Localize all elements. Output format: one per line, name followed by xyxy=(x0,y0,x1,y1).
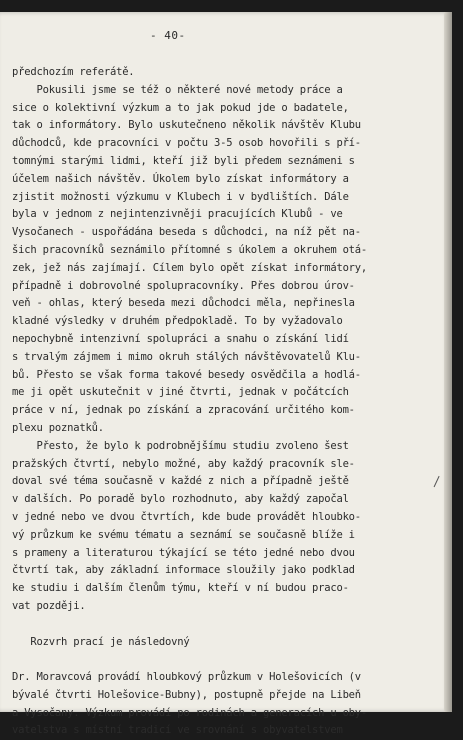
section-heading: Rozvrh prací je následovný xyxy=(12,635,190,648)
page-edge xyxy=(444,12,452,712)
text-line: zjistit možnosti výzkumu v Klubech i v bydlištích. Dále xyxy=(12,190,349,203)
text-line: případně i dobrovolné spolupracovníky. Přes dobrou úrov- xyxy=(12,279,355,292)
text-line: veň - ohlas, který beseda mezi důchodci měla, nepřinesla xyxy=(12,297,355,310)
text-line: nepochybně intenzivní spolupráci a snahu o získání lidí xyxy=(12,332,349,345)
text-line: bývalé čtvrti Holešovice-Bubny), postupně přejde na Libeň xyxy=(12,688,361,701)
text-line: Přesto, že bylo k podrobnějšímu studiu zvoleno šest xyxy=(12,439,349,452)
text-line: Dr. Moravcová provádí hloubkový průzkum v Holešovicích (v xyxy=(12,671,361,684)
text-line: vatelstva s místní tradicí ve srovnání s obyvatelstvem xyxy=(12,724,343,737)
text-line: účelem našich návštěv. Úkolem bylo získat informátory a xyxy=(12,172,349,185)
text-line: vat později. xyxy=(12,599,86,612)
paragraph-collective-research xyxy=(12,82,374,438)
text-line: sice o kolektivní výzkum a to jak pokud jde o badatele, xyxy=(12,101,349,114)
blank-line xyxy=(12,616,374,634)
text-line: ke studiu i dalším členům týmu, kteří v ní budou praco- xyxy=(12,582,349,595)
text-line: byla v jednom z nejintenzivněji pracujících Klubů - ve xyxy=(12,208,343,221)
text-line: práce v ní, jednak po získání a zpracování určitého kom- xyxy=(12,404,355,417)
paragraph-schedule xyxy=(12,669,374,740)
text-line: vý průzkum ke svému tématu a seznámí se současně blíže i xyxy=(12,528,355,541)
text-line: tomnými starými lidmi, kteří již byli předem seznámeni s xyxy=(12,154,355,167)
text-line: pražských čtvrtí, nebylo možné, aby každý pracovník sle- xyxy=(12,457,355,470)
text-line: s trvalým zájmem i mimo okruh stálých návštěvovatelů Klu- xyxy=(12,350,361,363)
text-line: šich pracovníků seznámilo přítomné s úkolem a okruhem otá- xyxy=(12,243,368,256)
text-line: doval své téma současně v každé z nich a případně ještě xyxy=(12,475,349,488)
text-line: plexu poznatků. xyxy=(12,421,104,434)
text-line: Vysočanech - uspořádána beseda s důchodci, na níž pět na- xyxy=(12,226,361,239)
text-line: me ji opět uskutečnit v jiné čtvrti, jednak v počátcích xyxy=(12,386,349,399)
text-line: Pokusili jsme se též o některé nové metody práce a xyxy=(12,83,343,96)
page-number: - 40- xyxy=(150,29,186,42)
text-line: předchozím referátě. xyxy=(12,66,135,78)
text-line: a Vysočany. Výzkum provádí po rodinách a generacích u oby- xyxy=(12,706,368,719)
text-line: v jedné nebo ve dvou čtvrtích, kde bude provádět hloubko- xyxy=(12,510,361,523)
text-line: důchodců, kde pracovníci v počtu 3-5 osob hovořili s pří- xyxy=(12,137,361,150)
paragraph-intro xyxy=(12,64,374,82)
text-line: tak o informátory. Bylo uskutečneno několik návštěv Klubu xyxy=(12,119,361,132)
text-line: s prameny a literaturou týkající se této jedné nebo dvou xyxy=(12,546,355,559)
text-line: v dalších. Po poradě bylo rozhodnuto, aby každý započal xyxy=(12,493,349,506)
blank-line xyxy=(12,651,374,669)
text-line: zek, jež nás zajímají. Cílem bylo opět získat informátory, xyxy=(12,261,368,274)
text-line: čtvrtí tak, aby základní informace sloužily jako podklad xyxy=(12,564,355,577)
text-line: bů. Přesto se však forma takové besedy osvědčila a hodlá- xyxy=(12,368,361,381)
paragraph-districts xyxy=(12,438,374,616)
document-body xyxy=(12,64,374,740)
text-line: kladné výsledky v druhém předpokladě. To by vyžadovalo xyxy=(12,315,343,328)
